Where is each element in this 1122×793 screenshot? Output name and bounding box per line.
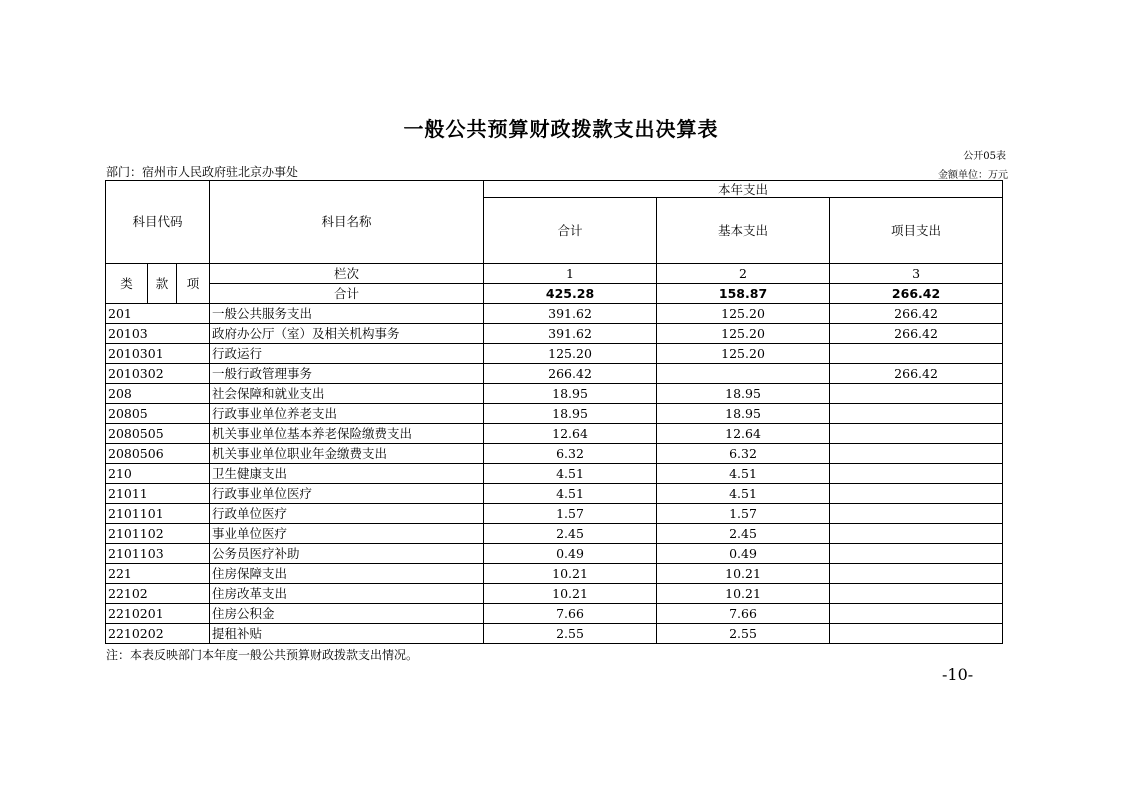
row-code: 20805 [106,404,210,424]
table-row [106,484,1003,504]
row-project: 266.42 [830,324,1003,344]
header-xiang: 项 [177,264,210,304]
row-code: 210 [106,464,210,484]
row-project [830,524,1003,544]
row-project [830,384,1003,404]
row-basic: 125.20 [657,344,830,364]
row-code: 20103 [106,324,210,344]
table-row [106,544,1003,564]
row-name: 社会保障和就业支出 [210,384,484,404]
row-total: 2.55 [484,624,657,644]
row-name: 行政运行 [210,344,484,364]
row-project [830,584,1003,604]
row-total: 391.62 [484,304,657,324]
row-project [830,424,1003,444]
row-name: 一般公共服务支出 [210,304,484,324]
table-row [106,344,1003,364]
table-row [106,584,1003,604]
row-total: 10.21 [484,584,657,604]
row-code: 2080506 [106,444,210,464]
row-project [830,604,1003,624]
table-note: 注：本表反映部门本年度一般公共预算财政拨款支出情况。 [106,648,419,662]
row-project [830,564,1003,584]
total-row-total: 425.28 [484,284,657,304]
table-row [106,384,1003,404]
row-basic: 10.21 [657,564,830,584]
row-total: 1.57 [484,504,657,524]
total-row-project: 266.42 [830,284,1003,304]
row-basic: 125.20 [657,304,830,324]
row-total: 6.32 [484,444,657,464]
total-row-basic: 158.87 [657,284,830,304]
row-basic: 18.95 [657,384,830,404]
row-total: 10.21 [484,564,657,584]
row-name: 机关事业单位职业年金缴费支出 [210,444,484,464]
row-name: 行政事业单位养老支出 [210,404,484,424]
header-current-year: 本年支出 [484,181,1003,198]
row-name: 公务员医疗补助 [210,544,484,564]
total-row-label: 合计 [210,284,484,304]
row-name: 住房公积金 [210,604,484,624]
row-project [830,504,1003,524]
header-col3: 3 [830,264,1003,284]
row-basic [657,364,830,384]
row-basic: 10.21 [657,584,830,604]
row-project [830,464,1003,484]
header-col2: 2 [657,264,830,284]
row-project: 266.42 [830,304,1003,324]
table-row [106,364,1003,384]
row-name: 行政事业单位医疗 [210,484,484,504]
row-basic: 4.51 [657,484,830,504]
table-row [106,424,1003,444]
table-row [106,444,1003,464]
row-basic: 2.55 [657,624,830,644]
row-total: 2.45 [484,524,657,544]
header-lei: 类 [106,264,148,304]
row-code: 21011 [106,484,210,504]
table-row [106,524,1003,544]
row-basic: 6.32 [657,444,830,464]
row-code: 2210201 [106,604,210,624]
row-total: 391.62 [484,324,657,344]
row-total: 125.20 [484,344,657,364]
row-total: 12.64 [484,424,657,444]
row-code: 22102 [106,584,210,604]
header-basic: 基本支出 [657,198,830,264]
row-code: 201 [106,304,210,324]
table-row [106,324,1003,344]
table-row [106,564,1003,584]
row-total: 7.66 [484,604,657,624]
row-code: 208 [106,384,210,404]
row-basic: 4.51 [657,464,830,484]
row-basic: 2.45 [657,524,830,544]
table-row [106,464,1003,484]
row-name: 提租补贴 [210,624,484,644]
row-basic: 0.49 [657,544,830,564]
row-basic: 18.95 [657,404,830,424]
row-code: 2101102 [106,524,210,544]
department-label: 部门：宿州市人民政府驻北京办事处 [106,165,299,179]
row-code: 2010301 [106,344,210,364]
row-total: 4.51 [484,484,657,504]
header-total: 合计 [484,198,657,264]
row-name: 一般行政管理事务 [210,364,484,384]
row-name: 政府办公厅（室）及相关机构事务 [210,324,484,344]
row-code: 2080505 [106,424,210,444]
row-basic: 1.57 [657,504,830,524]
row-name: 住房保障支出 [210,564,484,584]
row-project [830,444,1003,464]
row-code: 2210202 [106,624,210,644]
row-name: 住房改革支出 [210,584,484,604]
row-total: 266.42 [484,364,657,384]
row-project [830,544,1003,564]
page-number: -10- [942,665,974,684]
header-project: 项目支出 [830,198,1003,264]
row-project [830,404,1003,424]
row-code: 221 [106,564,210,584]
row-project [830,484,1003,504]
row-basic: 7.66 [657,604,830,624]
row-basic: 125.20 [657,324,830,344]
row-total: 18.95 [484,404,657,424]
table-row [106,304,1003,324]
unit-label: 金额单位：万元 [938,170,1008,181]
header-subject-name: 科目名称 [210,181,484,264]
header-col1: 1 [484,264,657,284]
row-name: 机关事业单位基本养老保险缴费支出 [210,424,484,444]
row-code: 2101101 [106,504,210,524]
row-total: 0.49 [484,544,657,564]
expenditure-table [105,180,1003,644]
row-code: 2010302 [106,364,210,384]
row-basic: 12.64 [657,424,830,444]
row-total: 18.95 [484,384,657,404]
header-subject-code: 科目代码 [106,181,210,264]
row-code: 2101103 [106,544,210,564]
page-title: 一般公共预算财政拨款支出决算表 [403,117,719,141]
table-code: 公开05表 [963,151,1006,162]
table-row [106,624,1003,644]
row-project: 266.42 [830,364,1003,384]
row-name: 事业单位医疗 [210,524,484,544]
row-name: 卫生健康支出 [210,464,484,484]
row-project [830,624,1003,644]
row-total: 4.51 [484,464,657,484]
row-name: 行政单位医疗 [210,504,484,524]
table-row [106,604,1003,624]
header-kuan: 款 [148,264,177,304]
table-row [106,504,1003,524]
header-column-no: 栏次 [210,264,484,284]
table-row [106,404,1003,424]
row-project [830,344,1003,364]
